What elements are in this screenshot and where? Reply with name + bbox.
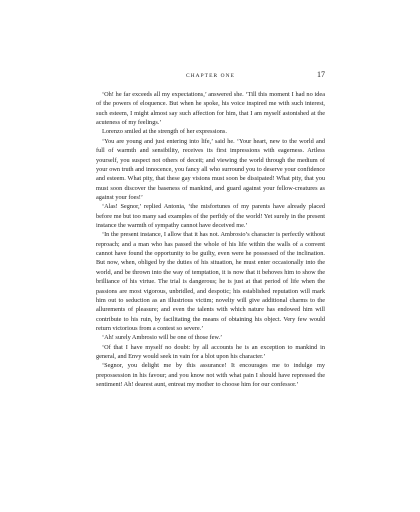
paragraph: Lorenzo smiled at the strength of her expressions. xyxy=(102,128,227,136)
paragraph: ‘Oh! he far exceeds all my expectations,’ answered she. ‘Till this moment I had no idea of the powers of eloquence. But when he spoke, his voice inspired me with such interest, such esteem, I might almost say such affection for him, that I am myself astonished at the acuteness of my feelings.’ xyxy=(96,91,325,127)
paragraph: ‘You are young and just entering into life,’ said he. ‘Your heart, new to the world and full of warmth and sensibility, receives its first impressions with eagerness. Artless yourself, you suspect not others of deceit; and viewing the world through the medium of your own truth and innocence, you fancy all who surround you to deserve your confidence and esteem. What pity, that these gay visions must soon be dissipated! What pity, that you must soon discover the baseness of mankind, and guard against your fellow-creatures as against your foes!’ xyxy=(96,137,325,201)
chapter-heading: CHAPTER ONE xyxy=(185,73,236,79)
paragraph: ‘Ah! surely Ambrosio will be one of those few.’ xyxy=(102,334,223,342)
paragraph: ‘Segnor, you delight me by this assurance! It encourages me to indulge my prepossession in his favour; and you know not with what pain I should have repressed the sentiment! Ah! dearest aunt, entreat my mother to choose him for our confessor.’ xyxy=(96,362,325,389)
page-number: 17 xyxy=(317,70,325,79)
body-text xyxy=(96,90,325,390)
paragraph: ‘Alas! Segnor,’ replied Antonia, ‘the misfortunes of my parents have already placed before me but too many sad examples of the perfidy of the world! Yet surely in the present instance the warmth of sympathy cannot have deceived me.’ xyxy=(96,203,325,230)
paragraph: ‘In the present instance, I allow that it has not. Ambrosio’s character is perfectly without reproach; and a man who has passed the whole of his life within the walls of a convent cannot have found the opportunity to be guilty, even were he possessed of the inclination. But now, when, obliged by the duties of his situation, he must enter occasionally into the world, and be thrown into the way of temptation, it is now that it behoves him to show the brilliance of his virtue. The trial is dangerous; he is just at that period of life when the passions are most vigorous, unbridled, and despotic; his established reputation will mark him out to seduction as an illustrious victim; novelty will give additional charms to the allurements of pleasure; and even the talents with which nature has endowed him will contribute to his ruin, by facilitating the means of obtaining his object. Very few would return victorious from a contest so severe.’ xyxy=(96,231,325,332)
book-page xyxy=(96,70,325,390)
running-head xyxy=(96,70,325,84)
paragraph: ‘Of that I have myself no doubt: by all accounts he is an exception to mankind in general, and Envy would seek in vain for a blot upon his character.’ xyxy=(96,343,325,361)
